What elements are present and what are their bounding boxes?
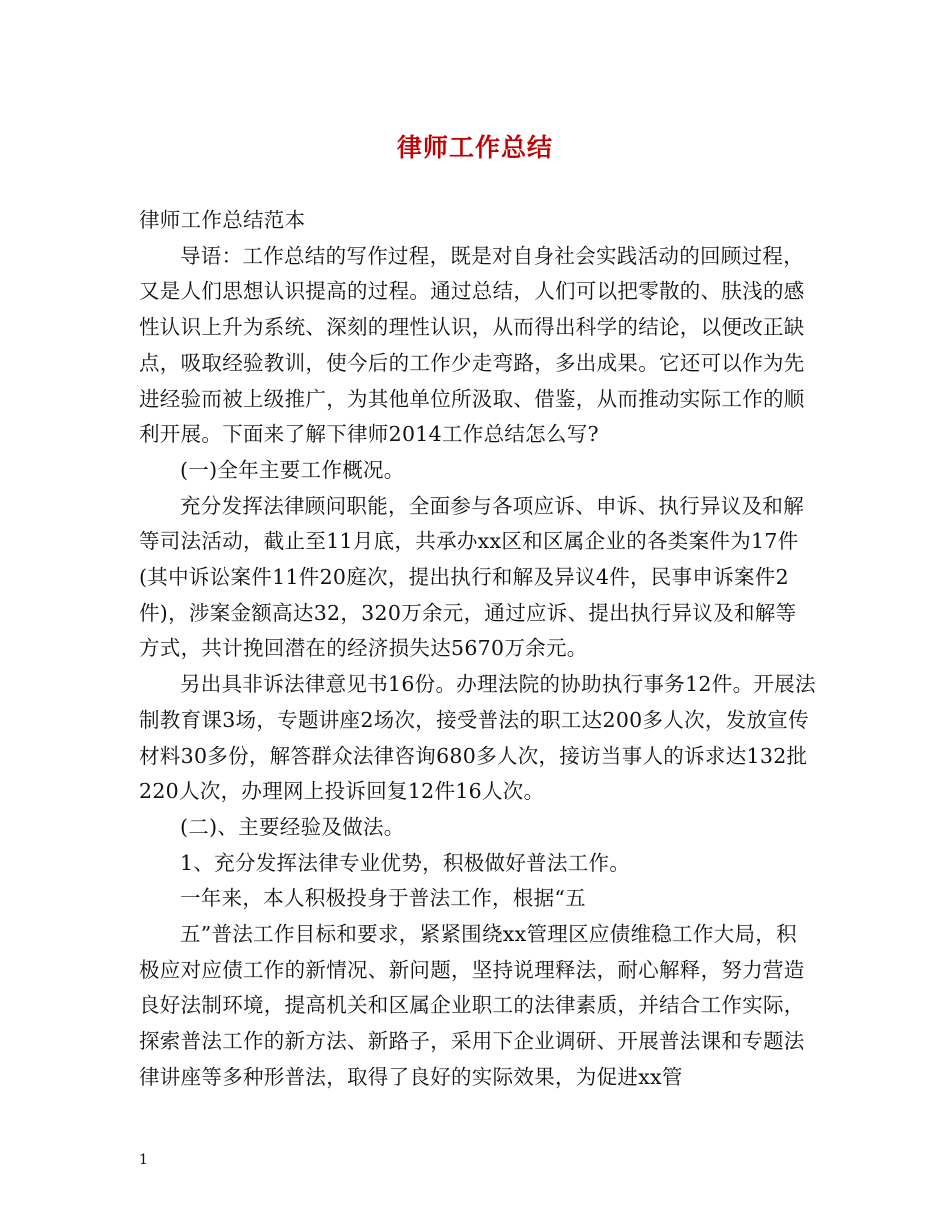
body-paragraph: 另出具非诉法律意见书16份。办理法院的协助执行事务12件。开展法制教育课3场，专题讲座2场次，接受普法的职工达200多人次，发放宣传材料30多份，解答群众法律咨询680多人次，接访当事人的诉求达132批220人次，办理网上投诉回复12件16人次。 (139, 672, 816, 804)
subtitle-paragraph: 律师工作总结范本 (139, 208, 306, 232)
intro-paragraph: 导语：工作总结的写作过程，既是对自身社会实践活动的回顾过程，又是人们思想认识提高的过程。通过总结，人们可以把零散的、肤浅的感性认识上升为系统、深刻的理性认识，从而得出科学的结论，以便改正缺点，吸取经验教训，使今后的工作少走弯路，多出成果。它还可以作为先进经验而被上级推广，为其他单位所汲取、借鉴，从而推动实际工作的顺利开展。下面来了解下律师2014工作总结怎么写? (139, 243, 805, 447)
body-paragraph: 充分发挥法律顾问职能，全面参与各项应诉、申诉、执行异议及和解等司法活动，截止至11月底，共承办xx区和区属企业的各类案件为17件(其中诉讼案件11件20庭次，提出执行和解及异议4件，民事申诉案件2件)，涉案金额高达32，320万余元，通过应诉、提出执行异议及和解等方式，共计挽回潜在的经济损失达5670万余元。 (139, 493, 804, 661)
page-number: 1 (139, 1152, 148, 1168)
subsection-heading: 1、充分发挥法律专业优势，积极做好普法工作。 (180, 850, 631, 875)
section-heading-1: (一)全年主要工作概况。 (180, 457, 405, 482)
body-paragraph: 一年来，本人积极投身于普法工作，根据“五 (180, 886, 586, 911)
section-heading-2: (二)、主要经验及做法。 (180, 814, 405, 839)
document-body (139, 203, 817, 1096)
document-title: 律师工作总结 (396, 133, 553, 162)
body-paragraph: 五”普法工作目标和要求，紧紧围绕xx管理区应债维稳工作大局，积极应对应债工作的新情况、新问题，坚持说理释法，耐心解释，努力营造良好法制环境，提高机关和区属企业职工的法律素质，并结合工作实际，探索普法工作的新方法、新路子，采用下企业调研、开展普法课和专题法律讲座等多种形普法，取得了良好的实际效果，为促进xx管 (139, 922, 805, 1089)
